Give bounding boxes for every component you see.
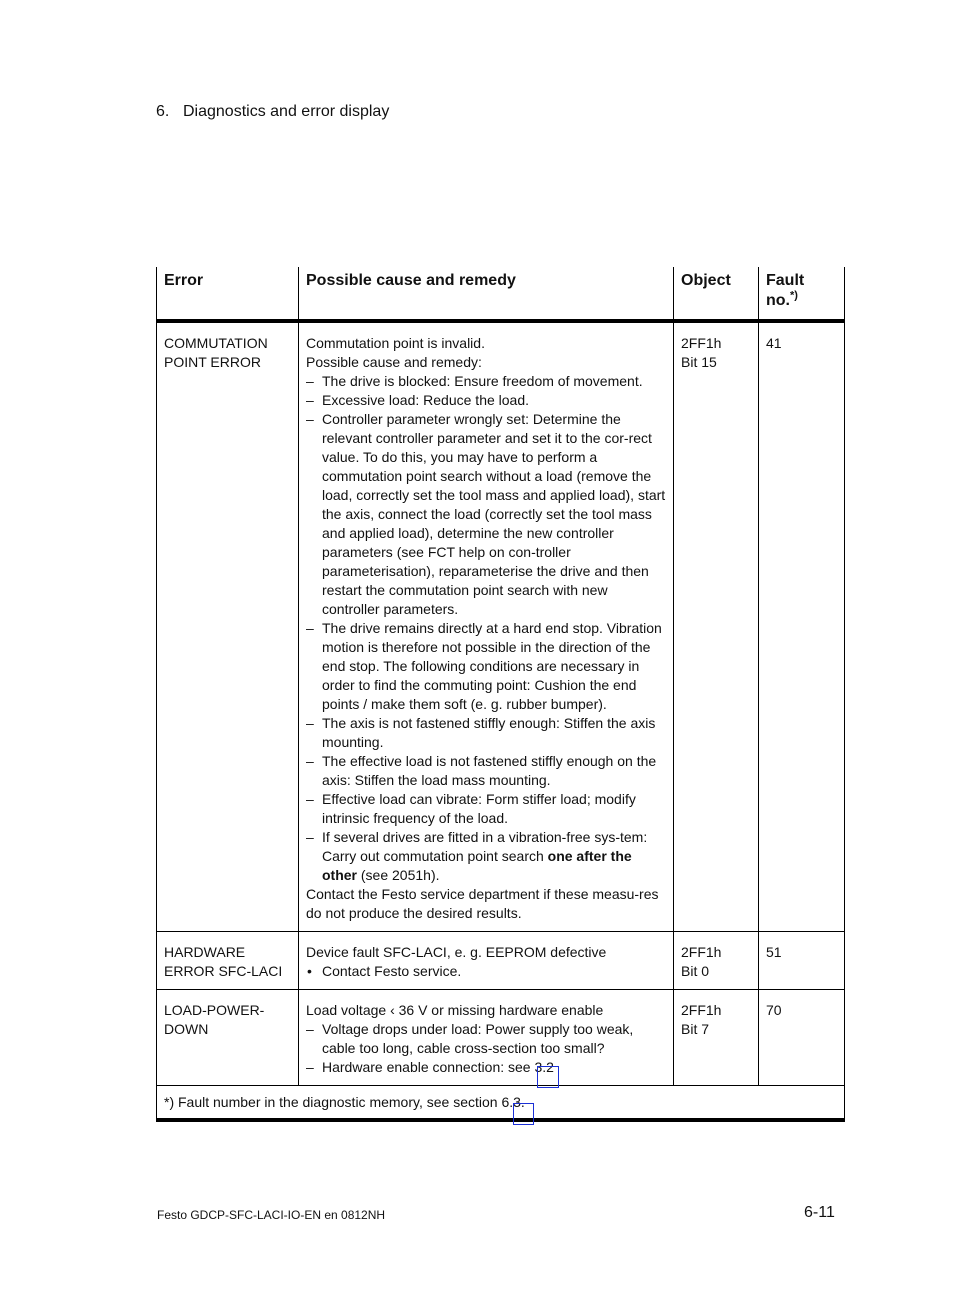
object-cell xyxy=(674,932,759,990)
error-cell xyxy=(157,321,299,932)
list-item xyxy=(306,1058,666,1077)
list-item xyxy=(306,828,666,885)
error-name: ERROR SFC-LACI xyxy=(164,963,283,979)
list-item xyxy=(306,391,666,410)
cross-reference-link[interactable]: Hardware enable connection: see 3.2 xyxy=(322,1059,554,1075)
dash-marker: – xyxy=(306,753,314,769)
list-item xyxy=(306,790,666,828)
fault-cell: 51 xyxy=(759,932,845,990)
object-cell xyxy=(674,321,759,932)
footnote-link[interactable]: *) Fault number in the diagnostic memory, see section 6.3. xyxy=(164,1094,525,1110)
fault-cell: 70 xyxy=(759,990,845,1086)
list-item-text: The effective load is not fastened stiffly enough on the axis: Stiffen the load mass mounting. xyxy=(322,753,657,788)
dash-marker: – xyxy=(306,1021,314,1037)
cause-intro: Device fault SFC-LACI, e. g. EEPROM defective xyxy=(306,944,607,960)
section-title: Diagnostics and error display xyxy=(183,103,390,120)
error-cell xyxy=(157,990,299,1086)
list-item xyxy=(306,962,666,981)
cause-cell xyxy=(299,932,674,990)
error-name: HARDWARE xyxy=(164,944,246,960)
table-footnote-row xyxy=(157,1086,845,1121)
cause-cell xyxy=(299,321,674,932)
list-item-text: The drive remains directly at a hard end stop. Vibration motion is therefore not possible in the direction of the end stop. The following conditions are necessary in order to find the commuting point: Cushion the end points / make them soft (e. g. rubber bumper). xyxy=(322,620,662,712)
header-fault xyxy=(759,267,845,321)
error-name: LOAD-POWER- xyxy=(164,1002,265,1018)
header-fault-mark: *) xyxy=(790,289,798,302)
table-row xyxy=(157,321,845,932)
footnote-cell xyxy=(157,1086,845,1121)
error-table xyxy=(156,267,845,1122)
list-item-text: The axis is not fastened stiffly enough: Stiffen the axis mounting. xyxy=(322,715,656,750)
dash-marker: – xyxy=(306,715,314,731)
error-cell xyxy=(157,932,299,990)
cause-intro: Commutation point is invalid. xyxy=(306,335,485,351)
object-bit: Bit 7 xyxy=(681,1021,710,1037)
list-item xyxy=(306,372,666,391)
error-name: POINT ERROR xyxy=(164,354,261,370)
link-highlight-box[interactable] xyxy=(513,1103,534,1125)
emphasis-text: one after the other xyxy=(322,848,632,883)
header-fault-label: Fault no. xyxy=(766,272,805,309)
section-number: 6. xyxy=(156,103,170,120)
cause-cell xyxy=(299,990,674,1086)
header-object: Object xyxy=(674,267,759,321)
object-bit: Bit 0 xyxy=(681,963,710,979)
error-name: COMMUTATION xyxy=(164,335,268,351)
list-item xyxy=(306,619,666,714)
dash-marker: – xyxy=(306,791,314,807)
list-item xyxy=(306,752,666,790)
object-index: 2FF1h xyxy=(681,335,722,351)
dash-marker: – xyxy=(306,411,314,427)
list-item xyxy=(306,1020,666,1058)
page-number: 6-11 xyxy=(804,1204,835,1221)
list-item-text: The drive is blocked: Ensure freedom of movement. xyxy=(322,373,643,389)
list-item-text: Excessive load: Reduce the load. xyxy=(322,392,530,408)
list-item-text: If several drives are fitted in a vibration-free sys-tem: Carry out commutation point search xyxy=(322,829,648,864)
bullet-marker: • xyxy=(307,963,312,979)
table-header-row xyxy=(157,267,845,321)
list-item-text: Voltage drops under load: Power supply too weak, cable too long, cable cross-section too small? xyxy=(322,1021,634,1056)
cause-outro: Contact the Festo service department if these measu-res do not produce the desired results. xyxy=(306,886,659,921)
object-cell xyxy=(674,990,759,1086)
cause-intro: Load voltage ‹ 36 V or missing hardware enable xyxy=(306,1002,604,1018)
list-item xyxy=(306,714,666,752)
list-item-text: (see 2051h). xyxy=(357,867,440,883)
table-row xyxy=(157,932,845,990)
dash-marker: – xyxy=(306,373,314,389)
object-index: 2FF1h xyxy=(681,944,722,960)
table-row xyxy=(157,990,845,1086)
link-highlight-box[interactable] xyxy=(537,1066,559,1088)
footer-document-id: Festo GDCP-SFC-LACI-IO-EN en 0812NH xyxy=(157,1208,386,1222)
object-bit: Bit 15 xyxy=(681,354,717,370)
header-error: Error xyxy=(157,267,299,321)
dash-marker: – xyxy=(306,392,314,408)
section-heading xyxy=(156,103,389,121)
list-item xyxy=(306,410,666,619)
list-item-text: Contact Festo service. xyxy=(322,963,462,979)
dash-marker: – xyxy=(306,620,314,636)
dash-marker: – xyxy=(306,829,314,845)
list-item-text: Controller parameter wrongly set: Determine the relevant controller parameter and set it to the cor-rect value. To do this, you may have to perform a commutation point search without a load (remove the load, correctly set the tool mass and applied load), start the axis, connect the load (correctly set the tool mass and applied load), determine the new controller parameters (see FCT help on con-troller parameterisation), reparameterise the drive and then restart the commutation point search with new controller parameters. xyxy=(322,411,666,617)
error-name: DOWN xyxy=(164,1021,209,1037)
dash-marker: – xyxy=(306,1059,314,1075)
header-cause: Possible cause and remedy xyxy=(299,267,674,321)
object-index: 2FF1h xyxy=(681,1002,722,1018)
list-item-text: Effective load can vibrate: Form stiffer load; modify intrinsic frequency of the load. xyxy=(322,791,636,826)
fault-cell: 41 xyxy=(759,321,845,932)
cause-intro: Possible cause and remedy: xyxy=(306,354,482,370)
